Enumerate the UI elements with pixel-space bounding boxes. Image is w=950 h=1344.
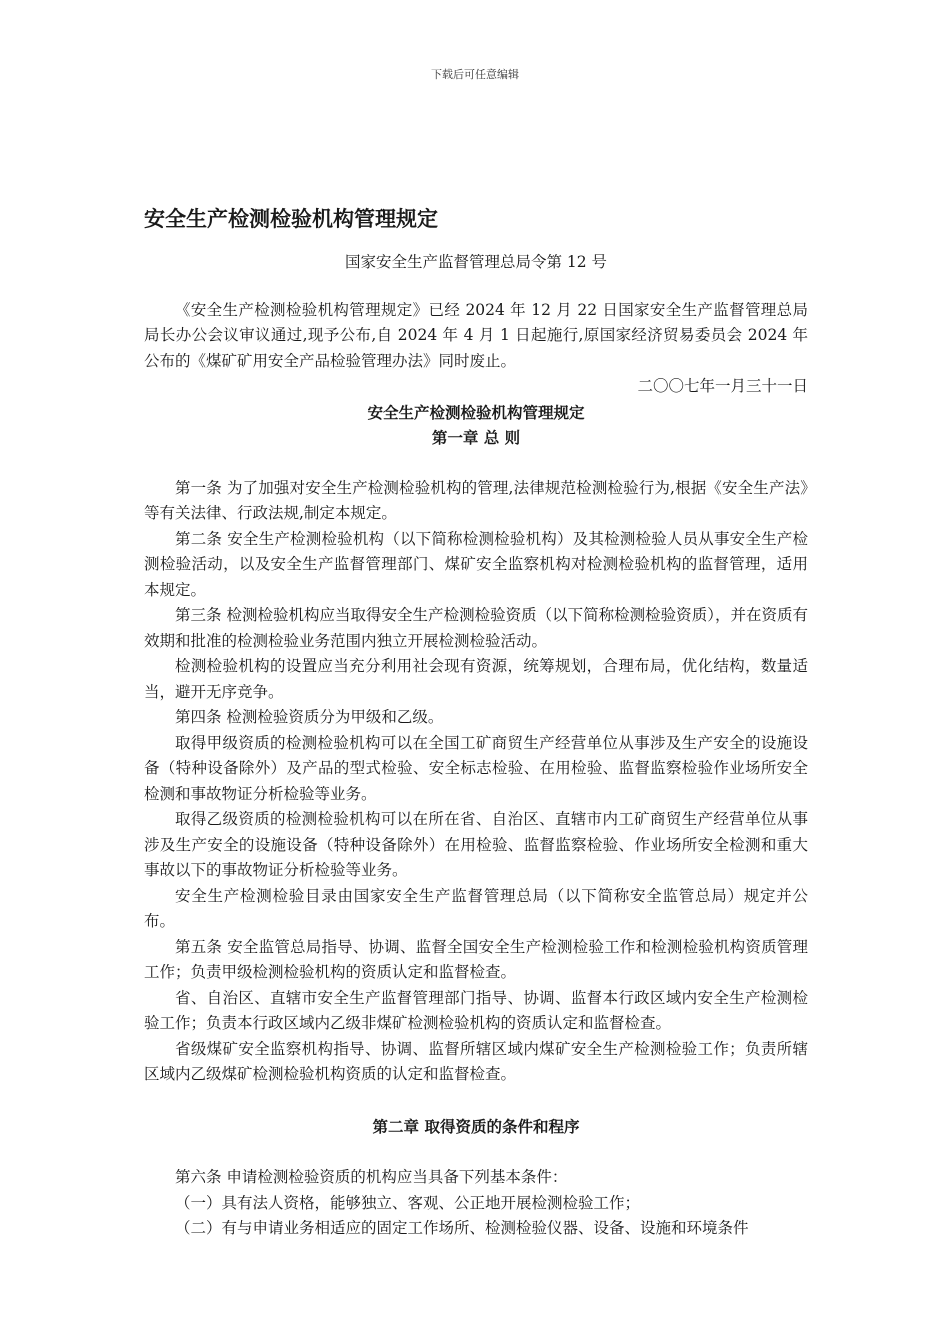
page-header: 下载后可任意编辑 xyxy=(431,68,519,81)
issue-date: 二〇〇七年一月三十一日 xyxy=(637,377,808,395)
article-paragraph: 安全生产检测检验目录由国家安全生产监督管理总局（以下简称安全监管总局）规定并公布。 xyxy=(144,886,808,930)
chapter-heading: 第二章 取得资质的条件和程序 xyxy=(372,1116,580,1136)
list-item: （一）具有法人资格，能够独立、客观、公正地开展检测检验工作； xyxy=(175,1193,641,1212)
article-paragraph: 取得甲级资质的检测检验机构可以在全国工矿商贸生产经营单位从事涉及生产安全的设施设备（特种设备除外）及产品的型式检验、安全标志检验、在用检验、监督监察检验作业场所安全检测和事故物证分析检验等业务。 xyxy=(144,733,808,803)
article-paragraph: 检测检验机构的设置应当充分利用社会现有资源，统筹规划，合理布局，优化结构，数量适当，避开无序竞争。 xyxy=(144,657,808,701)
chapter-heading: 第一章 总 则 xyxy=(431,428,521,447)
article-paragraph: 第一条 为了加强对安全生产检测检验机构的管理,法律规范检测检验行为,根据《安全生产法》等有关法律、行政法规,制定本规定。 xyxy=(144,478,808,522)
decree-number: 国家安全生产监督管理总局令第 12 号 xyxy=(344,253,608,271)
document-title: 安全生产检测检验机构管理规定 xyxy=(144,206,438,231)
preamble-paragraph: 《安全生产检测检验机构管理规定》已经 2024 年 12 月 22 日国家安全生产监督管理总局局长办公会议审议通过,现予公布,自 2024 年 4 月 1 日起施行,原国家经济贸易委员会 2024 年公布的《煤矿矿用安全产品检验管理办法》同时废止。 xyxy=(144,300,808,370)
article-paragraph: 第三条 检测检验机构应当取得安全生产检测检验资质（以下简称检测检验资质），并在资质有效期和批准的检测检验业务范围内独立开展检测检验活动。 xyxy=(144,606,808,650)
article-paragraph: 第六条 申请检测检验资质的机构应当具备下列基本条件： xyxy=(175,1168,568,1186)
regulation-subtitle: 安全生产检测检验机构管理规定 xyxy=(367,402,585,422)
article-paragraph: 省级煤矿安全监察机构指导、协调、监督所辖区域内煤矿安全生产检测检验工作；负责所辖区域内乙级煤矿检测检验机构资质的认定和监督检查。 xyxy=(144,1039,808,1083)
article-paragraph: 省、自治区、直辖市安全生产监督管理部门指导、协调、监督本行政区域内安全生产检测检验工作；负责本行政区域内乙级非煤矿检测检验机构的资质认定和监督检查。 xyxy=(144,988,808,1032)
article-paragraph: 第二条 安全生产检测检验机构（以下简称检测检验机构）及其检测检验人员从事安全生产检测检验活动，以及安全生产监督管理部门、煤矿安全监察机构对检测检验机构的监督管理，适用本规定。 xyxy=(144,529,808,599)
article-paragraph: 第五条 安全监管总局指导、协调、监督全国安全生产检测检验工作和检测检验机构资质管理工作；负责甲级检测检验机构的资质认定和监督检查。 xyxy=(144,937,808,981)
list-item: （二）有与申请业务相适应的固定工作场所、检测检验仪器、设备、设施和环境条件 xyxy=(175,1219,749,1237)
article-paragraph: 第四条 检测检验资质分为甲级和乙级。 xyxy=(175,708,444,726)
article-paragraph: 取得乙级资质的检测检验机构可以在所在省、自治区、直辖市内工矿商贸生产经营单位从事涉及生产安全的设施设备（特种设备除外）在用检验、监督监察检验、作业场所安全检测和重大事故以下的事故物证分析检验等业务。 xyxy=(144,810,808,879)
document-body xyxy=(144,204,808,1242)
